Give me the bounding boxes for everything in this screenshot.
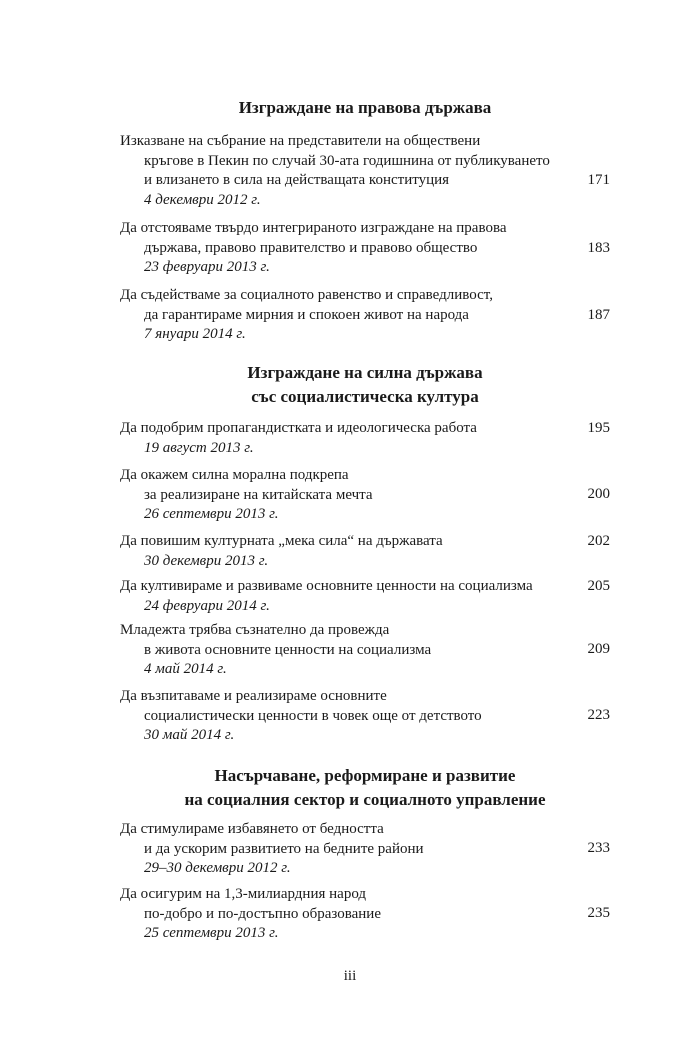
entry-title-line: Да осигурим на 1,3-милиардния народ [120, 886, 367, 902]
entry-title-line: за реализиране на китайската мечта [144, 486, 373, 503]
section-heading [120, 764, 610, 812]
entry-date: 24 февруари 2014 г. [144, 597, 270, 614]
section-heading-line: Насърчаване, реформиране и развитие [214, 766, 516, 785]
entry-title-line: Да култивираме и развиваме основните ценности на социализма [120, 578, 533, 594]
entry-title-line: Да стимулираме избавянето от бедността [120, 821, 384, 837]
entry-date: 7 януари 2014 г. [144, 326, 246, 342]
section-heading-line: на социалния сектор и социалното управление [184, 790, 546, 809]
section-heading-line: Изграждане на силна държава [247, 363, 483, 382]
entry-title-line: Да повишим културната „мека сила“ на държавата [120, 533, 443, 549]
entry-title-line: Да възпитаваме и реализираме основните [120, 688, 387, 704]
entry-title-line: Младежта трябва съзнателно да провежда [120, 622, 390, 638]
entry-title-line: Да окажем силна морална подкрепа [120, 467, 349, 483]
entry-date: 30 май 2014 г. [144, 727, 235, 743]
entry-date: 23 февруари 2013 г. [144, 259, 270, 275]
entry-page-number: 200 [587, 486, 610, 502]
toc-entry [120, 621, 610, 680]
entry-page-number: 209 [587, 641, 610, 657]
entry-title-line: и да ускорим развитието на бедните райони [144, 840, 424, 857]
entry-title-line: Да отстояваме твърдо интегрираното изграждане на правова [120, 220, 507, 236]
entry-page-number: 223 [587, 707, 610, 723]
toc-entry [120, 132, 610, 210]
entry-title-line: Да съдействаме за социалното равенство и справедливост, [120, 287, 493, 303]
entry-title-line: кръгове в Пекин по случай 30-ата годишнина от публикуването [144, 152, 550, 169]
entry-page-number: 205 [587, 578, 610, 594]
entry-title-line: Да подобрим пропагандистката и идеологическа работа [120, 420, 477, 436]
entry-page-number: 202 [587, 533, 610, 549]
entry-date: 30 декември 2013 г. [144, 552, 269, 569]
entry-date: 25 септември 2013 г. [144, 925, 279, 941]
entry-date: 29–30 декември 2012 г. [144, 860, 291, 876]
section-heading-line: със социалистическа култура [251, 387, 479, 406]
entry-page-number: 233 [587, 840, 610, 856]
entry-page-number: 187 [587, 307, 610, 323]
toc-entry [120, 687, 610, 746]
section-heading-line: Изграждане на правова държава [238, 98, 492, 117]
page-folio: iii [343, 968, 357, 984]
toc-entry [120, 286, 610, 345]
entry-page-number: 235 [587, 905, 610, 921]
toc-entry [120, 466, 610, 525]
toc-entry [120, 885, 610, 944]
toc-entry [120, 219, 610, 278]
toc-entry [120, 577, 610, 616]
entry-title-line: и влизането в сила на действащата конституция [144, 172, 450, 188]
toc-section [120, 96, 610, 120]
toc-entry [120, 419, 610, 458]
entry-page-number: 195 [587, 420, 610, 436]
toc-entry [120, 532, 610, 571]
section-heading [120, 361, 610, 409]
entry-page-number: 171 [587, 172, 610, 188]
entry-title-line: Изказване на събрание на представители на обществени [120, 133, 481, 149]
entry-title-line: в живота основните ценности на социализма [144, 641, 432, 658]
section-heading [120, 96, 610, 120]
entry-title-line: по-добро и по-достъпно образование [144, 905, 381, 922]
toc-entry [120, 820, 610, 879]
entry-page-number: 183 [587, 240, 610, 256]
entry-date: 4 май 2014 г. [144, 661, 227, 677]
entry-title-line: държава, правово правителство и правово общество [144, 239, 478, 256]
entry-date: 4 декември 2012 г. [144, 191, 261, 208]
entry-date: 19 август 2013 г. [144, 439, 254, 456]
entry-title-line: да гарантираме мирния и спокоен живот на народа [144, 306, 469, 323]
entry-title-line: социалистически ценности в човек още от детството [144, 707, 482, 724]
entry-date: 26 септември 2013 г. [144, 506, 279, 522]
